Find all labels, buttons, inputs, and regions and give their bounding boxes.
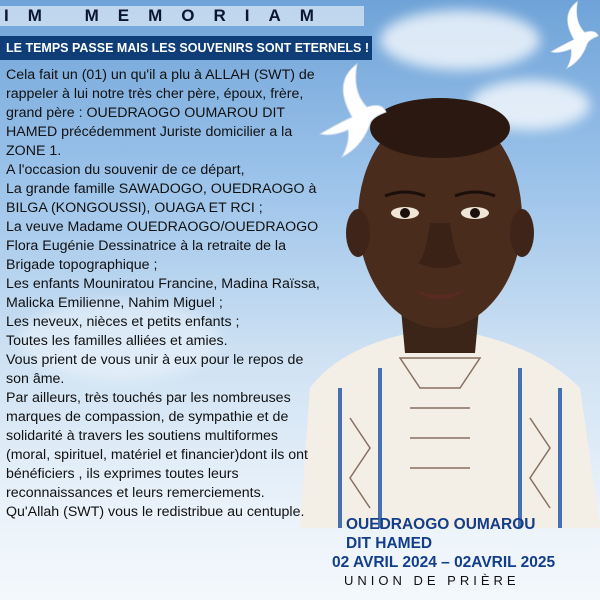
body-line: Toutes les familles alliées et amies. [6, 333, 228, 349]
body-line: marques de compassion, de sympathie et de [6, 409, 289, 425]
body-line: Les neveux, nièces et petits enfants ; [6, 314, 240, 330]
page-title: IM MEMORIAM [0, 6, 364, 26]
body-line: Flora Eugénie Dessinatrice à la retraite de la [6, 238, 286, 254]
body-line: A l'occasion du souvenir de ce départ, [6, 162, 245, 178]
body-line: Malicka Emilienne, Nahim Miguel ; [6, 295, 223, 311]
body-line: ZONE 1. [6, 143, 62, 159]
deceased-name: OUEDRAOGO OUMAROU [346, 516, 536, 533]
body-line: Qu'Allah (SWT) vous le redistribue au centuple. [6, 504, 305, 520]
body-line: BILGA (KONGOUSSI), OUAGA ET RCI ; [6, 200, 263, 216]
deceased-alias: DIT HAMED [346, 535, 433, 552]
body-line: grand père : OUEDRAOGO OUMAROU DIT [6, 105, 286, 121]
body-line: rappeler à lui notre très cher père, époux, frère, [6, 86, 304, 102]
announcement-body [6, 66, 350, 522]
body-line: reconnaissances et leurs remerciements. [6, 485, 265, 501]
body-line: Cela fait un (01) un qu'il a plu à ALLAH (SWT) de [6, 67, 315, 83]
body-line: solidarité à travers les soutiens multiformes [6, 428, 279, 444]
body-line: Brigade topographique ; [6, 257, 158, 273]
dove-icon [545, 0, 600, 72]
body-line: Les enfants Mouniratou Francine, Madina Raïssa, [6, 276, 320, 292]
body-line: bénéficiers , ils exprimes toutes leurs [6, 466, 239, 482]
body-line: son âme. [6, 371, 65, 387]
memorial-dates: 02 AVRIL 2024 – 02AVRIL 2025 [332, 554, 556, 571]
body-line: (moral, spirituel, matériel et financier)dont ils ont [6, 447, 308, 463]
body-line: La grande famille SAWADOGO, OUEDRAOGO à [6, 181, 317, 197]
body-line: Vous prient de vous unir à eux pour le repos de [6, 352, 304, 368]
body-line: Par ailleurs, très touchés par les nombreuses [6, 390, 291, 406]
body-line: HAMED précédemment Juriste domicilier a la [6, 124, 293, 140]
body-line: La veuve Madame OUEDRAOGO/OUEDRAOGO [6, 219, 319, 235]
tagline-banner: LE TEMPS PASSE MAIS LES SOUVENIRS SONT ETERNELS ! [0, 36, 372, 60]
name-block [332, 515, 600, 590]
prayer-union: UNION DE PRIÈRE [344, 573, 520, 588]
